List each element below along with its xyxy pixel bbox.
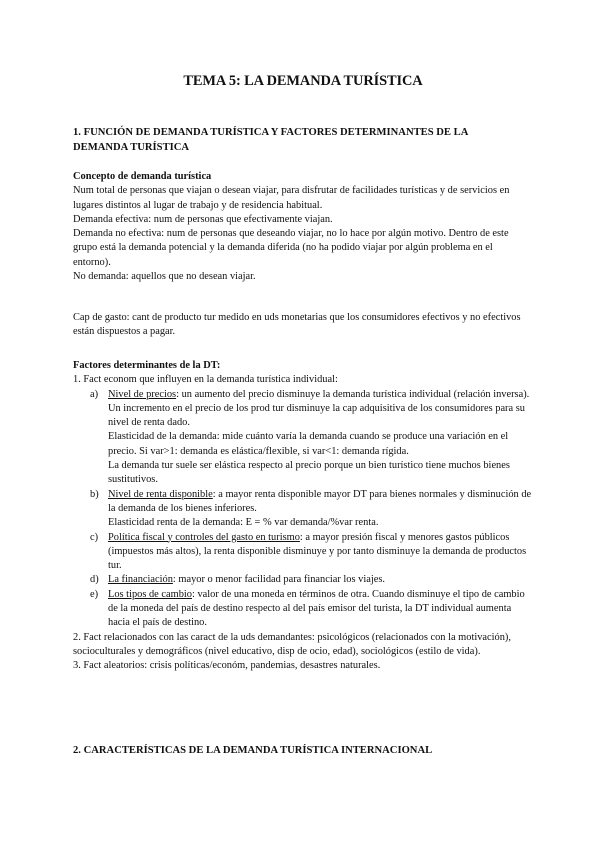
factores-point-3: 3. Fact aleatorios: crisis políticas/económ, pandemias, desastres naturales. (73, 660, 381, 672)
cap-gasto-paragraph: Cap de gasto: cant de producto tur medido en uds monetarias que los consumidores efectivos y no efectivos están dispuestos a pagar. (73, 312, 521, 338)
item-text: : a mayor renta disponible mayor DT para bienes normales y disminución de la demanda de los bienes inferiores. (108, 488, 532, 514)
item-marker: c) (90, 531, 99, 543)
concepto-block (73, 170, 533, 284)
item-text: : un aumento del precio disminuye la demanda turística individual (relación inversa). Un incremento en el precio de los prod tur disminuye la cap adquisitiva de los consumidores para su nivel de renta dado. (108, 388, 530, 429)
item-term: Los tipos de cambio (108, 588, 192, 600)
item-term: Política fiscal y controles del gasto en turismo (108, 531, 300, 543)
demanda-efectiva-paragraph: Demanda efectiva: num de personas que efectivamente viajan. (73, 213, 333, 225)
factor-item-renta (73, 488, 533, 531)
item-text: : mayor o menor facilidad para financiar los viajes. (172, 574, 385, 586)
item-marker: a) (90, 388, 99, 400)
item-term: Nivel de precios (108, 388, 177, 400)
factores-intro: 1. Fact econom que influyen en la demanda turística individual: (73, 374, 338, 386)
section2-heading: 2. CARACTERÍSTICAS DE LA DEMANDA TURÍSTICA INTERNACIONAL (73, 745, 433, 756)
item-term: Nivel de renta disponible (108, 488, 213, 500)
factores-list (73, 388, 533, 631)
no-demanda-paragraph: No demanda: aquellos que no desean viajar. (73, 271, 256, 283)
factor-item-politica-fiscal (73, 531, 533, 574)
document-title: TEMA 5: LA DEMANDA TURÍSTICA (183, 73, 423, 89)
item-extra: Elasticidad renta de la demanda: E = % var demanda/%var renta. (108, 517, 379, 529)
factores-point-2: 2. Fact relacionados con las caract de la uds demandantes: psicológicos (relacionados con la motivación), socioculturales y demográficos (nivel educativo, disp de ocio, edad), sociológicos (estilo de vida). (73, 631, 511, 657)
factor-item-tipos-cambio (73, 588, 533, 631)
item-extra: Elasticidad de la demanda: mide cuánto varía la demanda cuando se produce una variación en el precio. Si var>1: demanda es elástica/flexible, si var<1: demanda rígida. (108, 431, 509, 457)
item-extra: La demanda tur suele ser elástica respecto al precio porque un bien turístico tiene muchos bienes sustitutivos. (108, 460, 510, 486)
factores-block (73, 359, 533, 674)
factor-item-financiacion (73, 573, 533, 587)
cap-gasto-block (73, 311, 533, 340)
factor-item-precios (73, 388, 533, 488)
item-marker: b) (90, 488, 99, 500)
item-text: : valor de una moneda en términos de otra. Cuando disminuye el tipo de cambio de la moneda del país de destino respecto al del país emisor del turista, la DT individual aumenta hacia el país de destino. (108, 588, 525, 629)
section1-heading: 1. FUNCIÓN DE DEMANDA TURÍSTICA Y FACTORES DETERMINANTES DE LA DEMANDA TURÍSTICA (73, 127, 468, 153)
item-text: : a mayor presión fiscal y menores gastos públicos (impuestos más altos), la renta disponible disminuye y por tanto disminuye la demanda de productos tur. (108, 531, 527, 572)
concepto-heading: Concepto de demanda turística (73, 171, 212, 182)
item-marker: e) (90, 588, 99, 600)
demanda-no-efectiva-paragraph: Demanda no efectiva: num de personas que deseando viajar, no lo hace por algún motivo. Dentro de este grupo está la demanda potencial y la demanda diferida (no ha podido viajar por algún problema en el entorno). (73, 228, 509, 268)
concepto-paragraph: Num total de personas que viajan o desean viajar, para disfrutar de facilidades turísticas y de servicios en lugares distintos al lugar de trabajo y de residencia habitual. (73, 185, 510, 211)
factores-heading: Factores determinantes de la DT: (73, 360, 221, 371)
item-marker: d) (90, 574, 99, 586)
item-term: La financiación (108, 574, 173, 586)
